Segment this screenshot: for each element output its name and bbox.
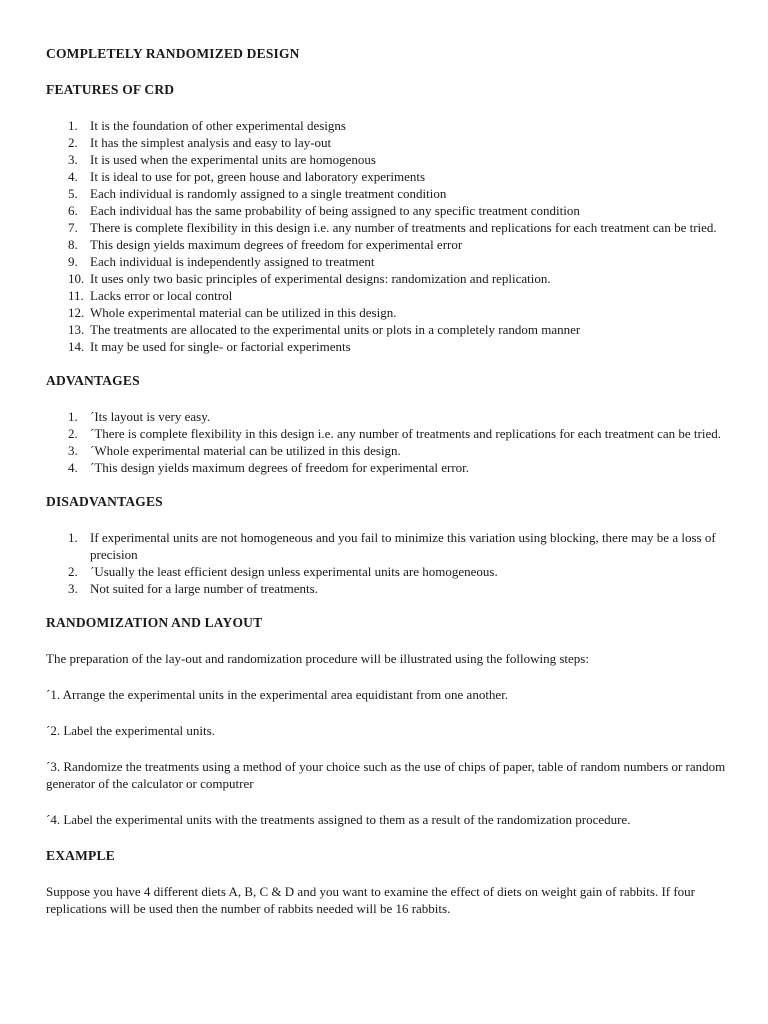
advantages-heading: ADVANTAGES	[46, 373, 140, 388]
list-item	[46, 168, 726, 185]
advantages-list	[46, 408, 726, 476]
list-item	[46, 563, 726, 580]
list-number: 1.	[68, 118, 78, 133]
randomization-step: ´2. Label the experimental units.	[46, 723, 215, 738]
list-item-text: Each individual has the same probability of being assigned to any specific treatment condition	[90, 203, 580, 218]
list-item	[46, 529, 726, 563]
list-item-text: ´Usually the least efficient design unless experimental units are homogeneous.	[90, 564, 498, 579]
list-number: 4.	[68, 169, 78, 184]
list-item	[46, 408, 726, 425]
list-number: 12.	[68, 305, 85, 320]
list-number: 14.	[68, 339, 85, 354]
list-item-text: ´Whole experimental material can be utilized in this design.	[90, 443, 401, 458]
list-item	[46, 425, 726, 442]
list-number: 3.	[68, 152, 78, 167]
list-number: 10.	[68, 271, 85, 286]
list-item-text: There is complete flexibility in this design i.e. any number of treatments and replications for each treatment can be tried.	[90, 220, 717, 235]
list-number: 8.	[68, 237, 78, 252]
disadvantages-list	[46, 529, 726, 597]
list-number: 13.	[68, 322, 85, 337]
list-number: 7.	[68, 220, 78, 235]
list-item	[46, 442, 726, 459]
list-number: 1.	[68, 409, 78, 424]
list-item	[46, 253, 726, 270]
list-item-text: It is the foundation of other experimental designs	[90, 118, 346, 133]
list-number: 2.	[68, 564, 78, 579]
list-number: 3.	[68, 581, 78, 596]
list-number: 4.	[68, 460, 78, 475]
list-item	[46, 219, 726, 236]
randomization-intro: The preparation of the lay-out and randomization procedure will be illustrated using the following steps:	[46, 651, 589, 666]
list-item-text: It has the simplest analysis and easy to lay-out	[90, 135, 332, 150]
list-number: 6.	[68, 203, 78, 218]
example-text: Suppose you have 4 different diets A, B, C & D and you want to examine the effect of diets on weight gain of rabbits. If four replications will be used then the number of rabbits needed will be 16 rabbits.	[46, 884, 696, 916]
list-number: 5.	[68, 186, 78, 201]
list-item-text: Lacks error or local control	[90, 288, 233, 303]
list-item-text: Each individual is randomly assigned to a single treatment condition	[90, 186, 447, 201]
features-list	[46, 117, 726, 355]
list-item	[46, 287, 726, 304]
features-heading: FEATURES OF CRD	[46, 82, 175, 97]
list-item-text: ´There is complete flexibility in this design i.e. any number of treatments and replications for each treatment can be tried.	[90, 426, 722, 441]
randomization-heading: RANDOMIZATION AND LAYOUT	[46, 615, 263, 630]
list-item-text: Not suited for a large number of treatments.	[90, 581, 318, 596]
list-item	[46, 270, 726, 287]
list-item	[46, 117, 726, 134]
document-title: COMPLETELY RANDOMIZED DESIGN	[46, 46, 300, 61]
list-item-text: It is used when the experimental units are homogenous	[90, 152, 376, 167]
list-item-text: If experimental units are not homogeneous and you fail to minimize this variation using blocking, there may be a loss of precision	[90, 530, 716, 562]
randomization-step: ´4. Label the experimental units with the treatments assigned to them as a result of the randomization procedure.	[46, 812, 631, 827]
list-item	[46, 185, 726, 202]
list-number: 3.	[68, 443, 78, 458]
list-item	[46, 151, 726, 168]
list-item	[46, 304, 726, 321]
list-item	[46, 134, 726, 151]
list-item-text: Whole experimental material can be utilized in this design.	[90, 305, 397, 320]
list-item-text: It is ideal to use for pot, green house and laboratory experiments	[90, 169, 426, 184]
list-item-text: The treatments are allocated to the experimental units or plots in a completely random manner	[90, 322, 581, 337]
list-item-text: ´Its layout is very easy.	[90, 409, 211, 424]
disadvantages-heading: DISADVANTAGES	[46, 494, 163, 509]
document-page	[46, 45, 726, 936]
randomization-step: ´3. Randomize the treatments using a method of your choice such as the use of chips of paper, table of random numbers or random generator of the calculator or computrer	[46, 759, 726, 791]
list-number: 2.	[68, 135, 78, 150]
list-item-text: It may be used for single- or factorial experiments	[90, 339, 351, 354]
list-item	[46, 236, 726, 253]
list-item	[46, 321, 726, 338]
list-item-text: This design yields maximum degrees of freedom for experimental error	[90, 237, 463, 252]
list-item	[46, 459, 726, 476]
list-number: 1.	[68, 530, 78, 545]
list-item-text: ´This design yields maximum degrees of freedom for experimental error.	[90, 460, 470, 475]
list-item-text: It uses only two basic principles of experimental designs: randomization and replication.	[90, 271, 551, 286]
list-number: 9.	[68, 254, 78, 269]
list-number: 11.	[68, 288, 84, 303]
randomization-step: ´1. Arrange the experimental units in the experimental area equidistant from one another.	[46, 687, 509, 702]
example-heading: EXAMPLE	[46, 848, 115, 863]
list-item	[46, 580, 726, 597]
list-item	[46, 338, 726, 355]
list-number: 2.	[68, 426, 78, 441]
list-item-text: Each individual is independently assigned to treatment	[90, 254, 375, 269]
list-item	[46, 202, 726, 219]
